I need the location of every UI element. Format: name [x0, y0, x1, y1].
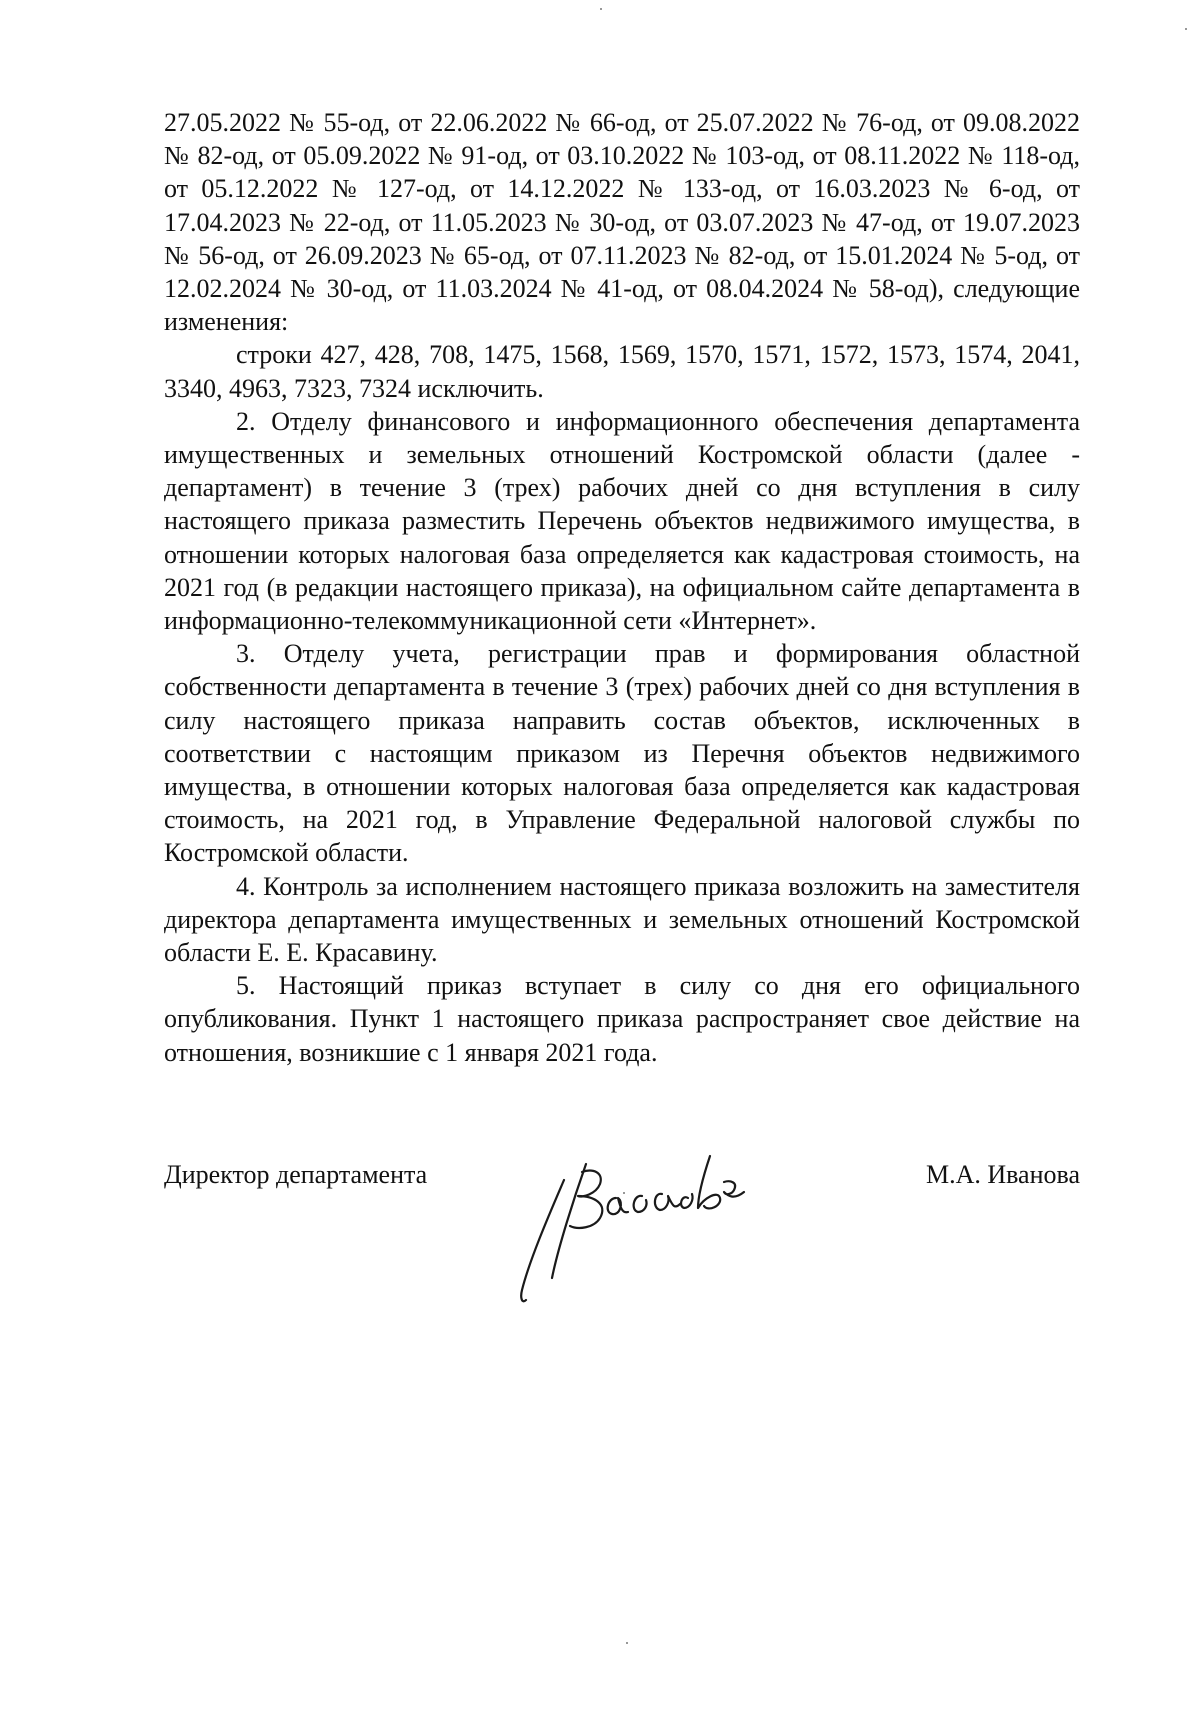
scan-speck — [600, 8, 602, 10]
signer-name: М.А. Иванова — [925, 1160, 1080, 1189]
signer-position: Директор департамента — [164, 1160, 428, 1189]
paragraph-item-2: 2. Отделу финансового и информационного обеспечения департамента имущественных и земельных отношений Костромской области (далее - департамент) в течение 3 (трех) рабочих дней со дня вступления в силу настоящего приказа разместить Перечень объектов недвижимого имущества, в отношении которых налоговая база определяется как кадастровая стоимость, на 2021 год (в редакции настоящего приказа), на официальном сайте департамента в информационно-телекоммуникационной сети «Интернет». — [164, 406, 1080, 636]
paragraph-item-5: 5. Настоящий приказ вступает в силу со дня его официального опубликования. Пункт 1 настоящего приказа распространяет свое действие на отношения, возникшие с 1 января 2021 года. — [164, 971, 1080, 1067]
paragraph-amendment-list: 27.05.2022 № 55-од, от 22.06.2022 № 66-од, от 25.07.2022 № 76-од, от 09.08.2022 № 82-од, от 05.09.2022 № 91-од, от 03.10.2022 № 103-од, от 08.11.2022 № 118-од, от 05.12.2022 № 127-од, от 14.12.2022 № 133-од, от 16.03.2023 № 6-од, от 17.04.2023 № 22-од, от 11.05.2023 № 30-од, от 03.07.2023 № 47-од, от 19.07.2023 № 56-од, от 26.09.2023 № 65-од, от 07.11.2023 № 82-од, от 15.01.2024 № 5-од, от 12.02.2024 № 30-од, от 11.03.2024 № 41-од, от 08.04.2024 № 58-од), следующие изменения: — [164, 108, 1080, 337]
document-body — [164, 106, 1080, 1069]
paragraph-item-3: 3. Отделу учета, регистрации прав и формирования областной собственности департамента в течение 3 (трех) рабочих дней со дня вступления в силу настоящего приказа направить состав объектов, исключенных в соответствии с настоящим приказом из Перечня объектов недвижимого имущества, в отношении которых налоговая база определяется как кадастровая стоимость, на 2021 год, в Управление Федеральной налоговой службы по Костромской области. — [164, 639, 1080, 868]
scan-speck — [626, 1642, 628, 1644]
paragraph-excluded-rows: строки 427, 428, 708, 1475, 1568, 1569, 1570, 1571, 1572, 1573, 1574, 2041, 3340, 4963, 7323, 7324 исключить. — [164, 340, 1080, 403]
scan-speck — [623, 1192, 625, 1194]
paragraph-item-4: 4. Контроль за исполнением настоящего приказа возложить на заместителя директора департамента имущественных и земельных отношений Костромской области Е. Е. Красавину. — [164, 871, 1080, 968]
scan-speck — [1185, 28, 1187, 30]
handwritten-signature — [512, 1138, 772, 1308]
